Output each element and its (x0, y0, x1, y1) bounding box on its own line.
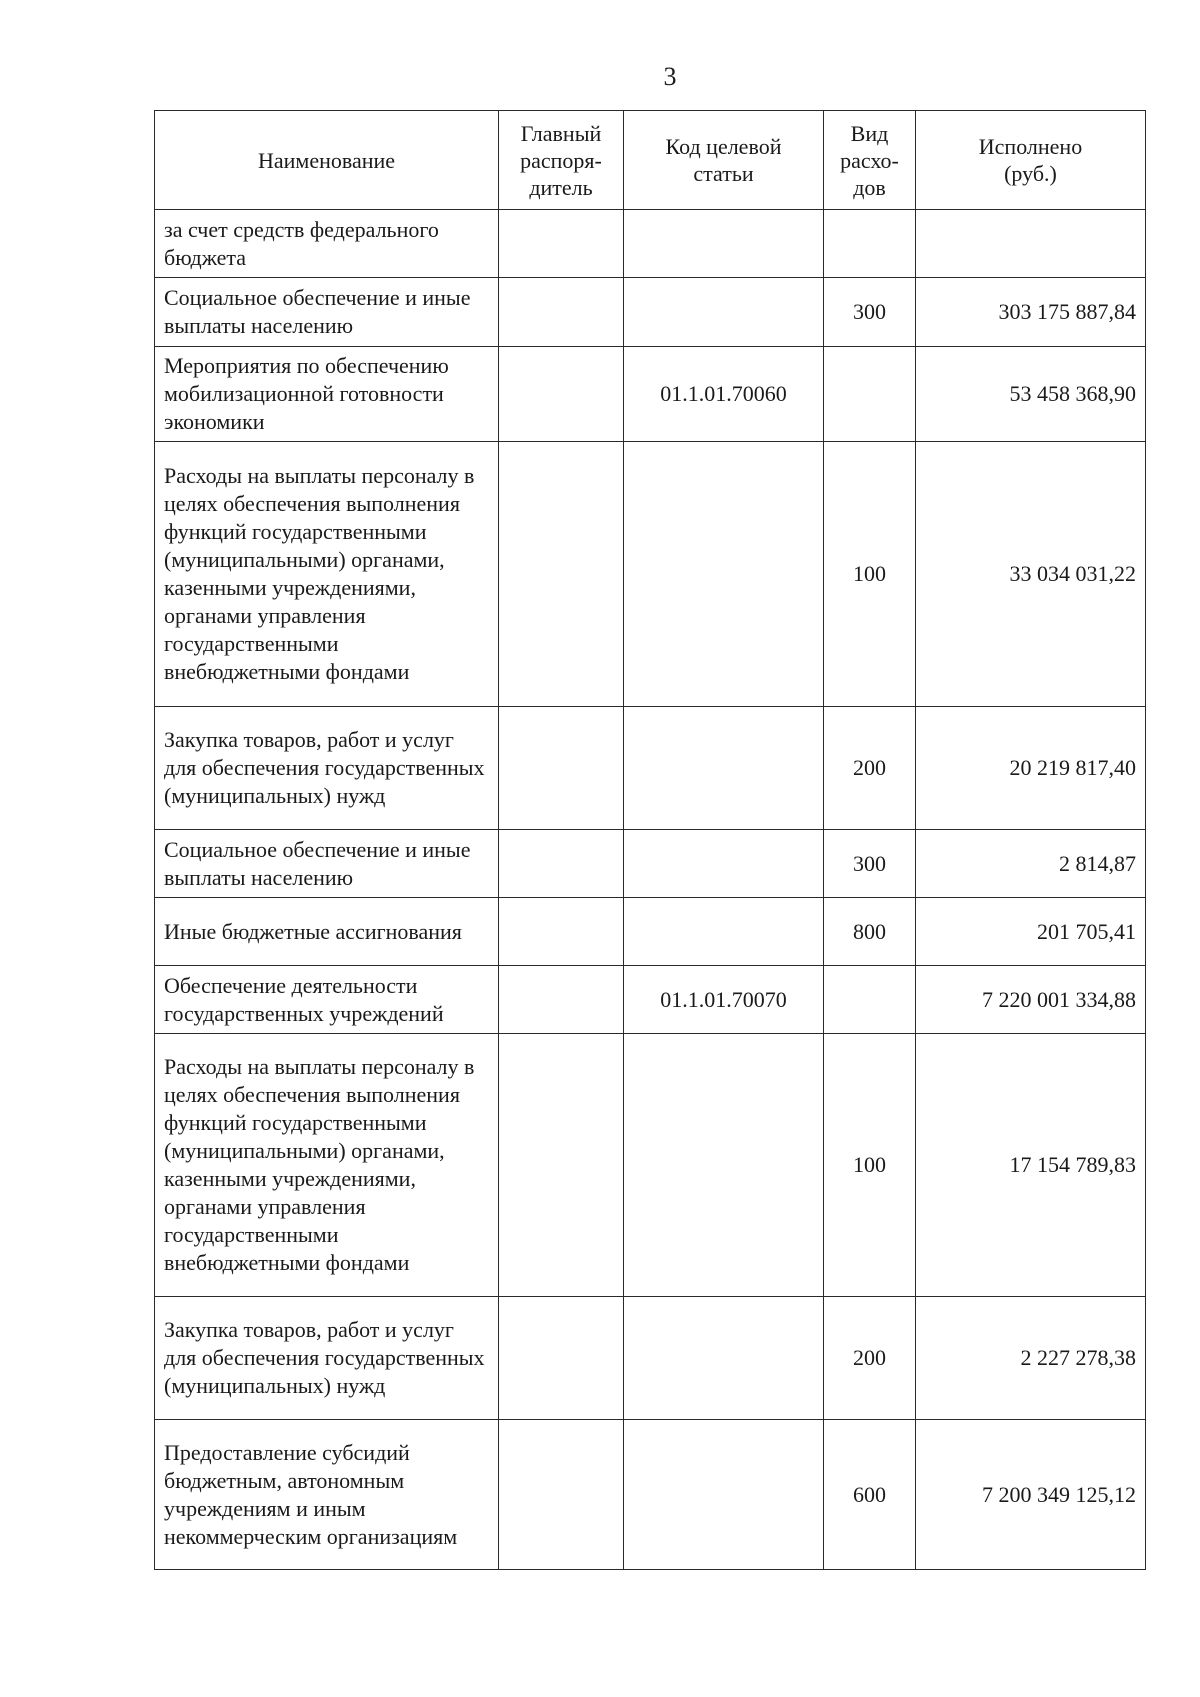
row-type: 300 (824, 830, 916, 898)
header-amount: Исполнено (руб.) (916, 111, 1146, 210)
row-amount: 2 814,87 (916, 830, 1146, 898)
row-name: Иные бюджетные ассигнования (155, 898, 499, 966)
row-admin (499, 707, 624, 830)
row-name: Социальное обеспечение и иные выплаты населению (155, 278, 499, 347)
row-amount: 33 034 031,22 (916, 442, 1146, 707)
table-row (155, 1420, 1146, 1570)
row-admin (499, 898, 624, 966)
table-row (155, 966, 1146, 1034)
row-admin (499, 347, 624, 442)
row-type: 100 (824, 442, 916, 707)
row-amount: 53 458 368,90 (916, 347, 1146, 442)
row-type (824, 966, 916, 1034)
row-amount: 7 200 349 125,12 (916, 1420, 1146, 1570)
row-type (824, 347, 916, 442)
row-name: за счет средств федерального бюджета (155, 210, 499, 278)
row-type: 100 (824, 1034, 916, 1297)
row-admin (499, 1420, 624, 1570)
table-row (155, 707, 1146, 830)
table-row (155, 278, 1146, 347)
row-type: 200 (824, 1297, 916, 1420)
row-code (624, 1297, 824, 1420)
row-amount: 201 705,41 (916, 898, 1146, 966)
table-row (155, 347, 1146, 442)
row-name: Предоставление субсидий бюджетным, автономным учреждениям и иным некоммерческим организациям (155, 1420, 499, 1570)
row-code (624, 210, 824, 278)
row-code (624, 1420, 824, 1570)
row-admin (499, 830, 624, 898)
table-row (155, 898, 1146, 966)
row-code (624, 830, 824, 898)
row-name: Расходы на выплаты персоналу в целях обеспечения выполнения функций государственными (муниципальными) органами, казенными учреждениями, органами управления государственными внебюджетными фондами (155, 442, 499, 707)
row-code: 01.1.01.70060 (624, 347, 824, 442)
row-code: 01.1.01.70070 (624, 966, 824, 1034)
table-header-row (155, 111, 1146, 210)
row-admin (499, 278, 624, 347)
row-name: Закупка товаров, работ и услуг для обеспечения государственных (муниципальных) нужд (155, 707, 499, 830)
row-amount: 7 220 001 334,88 (916, 966, 1146, 1034)
row-code (624, 1034, 824, 1297)
row-name: Обеспечение деятельности государственных учреждений (155, 966, 499, 1034)
row-admin (499, 1034, 624, 1297)
header-name: Наименование (155, 111, 499, 210)
row-code (624, 898, 824, 966)
header-type: Вид расхо-дов (824, 111, 916, 210)
row-code (624, 707, 824, 830)
page-number: 3 (663, 62, 677, 91)
table-row (155, 830, 1146, 898)
row-admin (499, 210, 624, 278)
row-type: 200 (824, 707, 916, 830)
table-row (155, 1034, 1146, 1297)
row-amount (916, 210, 1146, 278)
row-name: Социальное обеспечение и иные выплаты населению (155, 830, 499, 898)
row-amount: 20 219 817,40 (916, 707, 1146, 830)
row-admin (499, 442, 624, 707)
table-row (155, 1297, 1146, 1420)
table-row (155, 442, 1146, 707)
row-type: 300 (824, 278, 916, 347)
budget-table (154, 110, 1146, 1570)
row-name: Закупка товаров, работ и услуг для обеспечения государственных (муниципальных) нужд (155, 1297, 499, 1420)
row-name: Мероприятия по обеспечению мобилизационной готовности экономики (155, 347, 499, 442)
row-type: 600 (824, 1420, 916, 1570)
table-row (155, 210, 1146, 278)
row-code (624, 442, 824, 707)
row-amount: 2 227 278,38 (916, 1297, 1146, 1420)
row-admin (499, 1297, 624, 1420)
header-code: Код целевой статьи (624, 111, 824, 210)
row-code (624, 278, 824, 347)
row-type (824, 210, 916, 278)
row-amount: 303 175 887,84 (916, 278, 1146, 347)
header-admin: Главный распоря-дитель (499, 111, 624, 210)
row-admin (499, 966, 624, 1034)
row-amount: 17 154 789,83 (916, 1034, 1146, 1297)
row-name: Расходы на выплаты персоналу в целях обеспечения выполнения функций государственными (муниципальными) органами, казенными учреждениями, органами управления государственными внебюджетными фондами (155, 1034, 499, 1297)
row-type: 800 (824, 898, 916, 966)
